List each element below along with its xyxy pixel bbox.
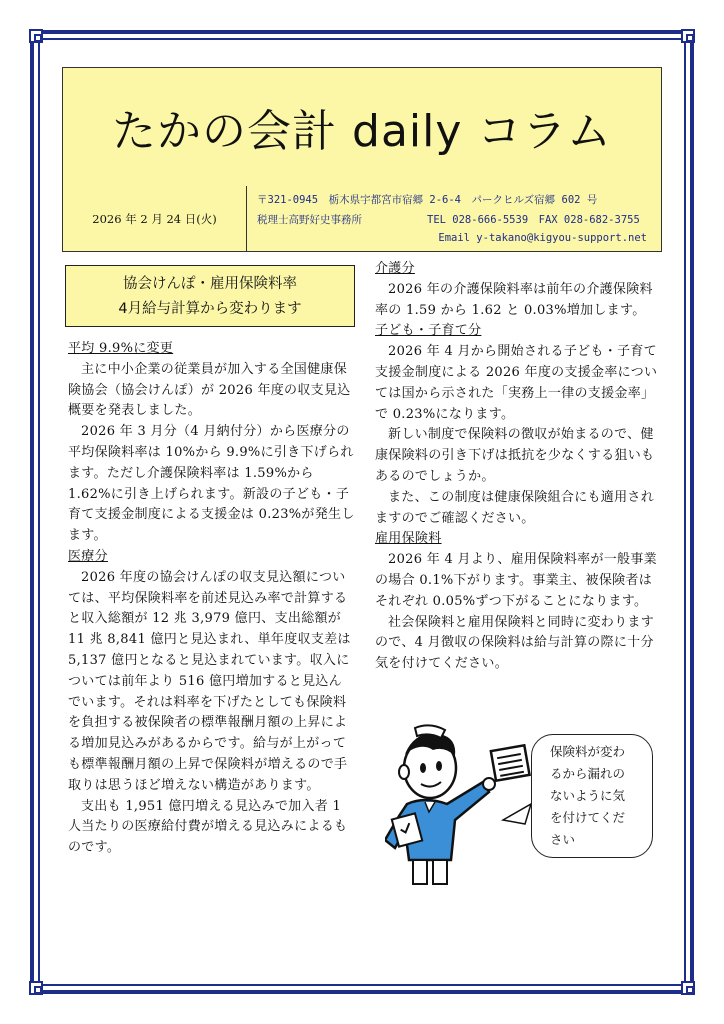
masthead-title-area [63,68,661,187]
issue-date: 2026 年 2 月 24 日(火) [63,186,247,251]
left-column [68,339,355,859]
paragraph: 2026 年 4 月より、雇用保険料率が一般事業の場合 0.1%下がります。事業主、被保険者はそれぞれ 0.05%ずつ下がることになります。 [375,552,657,609]
headline-line-1: 協会けんぽ・雇用保険料率 [123,276,297,292]
contact-block [247,186,661,251]
bubble-line: を付けてくだ [550,810,626,825]
paragraph: 2026 年の介護保険料率は前年の介護保険料率の 1.59 から 1.62 と 0.03%増加します。 [375,281,653,318]
office-name-row [257,212,657,227]
bubble-line: ないように気 [550,788,626,803]
right-column [375,259,660,675]
paragraph: 2026 年 4 月から開始される子ども・子育て支援金制度による 2026 年度の支援金率については国から示された「実務上一律の支援金率」で 0.23%になります。 [375,344,658,422]
paragraph: 支出も 1,951 億円増える見込みで加入者 1 人当たりの医療給付費が増える見込みによるものです。 [68,798,348,856]
email-address: Email y-takano@kigyou-support.net [438,232,647,244]
section-heading: 介護分 [375,261,415,276]
corner-ornament [29,29,43,43]
masthead [62,67,662,252]
paragraph: 主に中小企業の従業員が加入する全国健康保険協会（協会けんぽ）が 2026 年度の収支見込概要を発表しました。 [68,361,351,419]
office-name: 税理士高野好史事務所 [257,214,362,226]
bubble-line: 保険料が変わ [550,744,626,759]
bubble-line: さい [550,832,576,847]
office-address: 〒321-0945 栃木県宇都宮市宿郷 2-6-4 パークヒルズ宿郷 602 号 [257,194,598,206]
speech-bubble [531,734,653,858]
phone-fax: TEL 028-666-5539 FAX 028-682-3755 [427,214,640,226]
section-heading: 子ども・子育て分 [375,323,482,339]
bubble-line: るから漏れの [550,766,626,781]
section-heading: 雇用保険料 [375,531,442,547]
paragraph: 2026 年度の協会けんぽの収支見込額については、平均保険料率を前述見込み率で計算すると収入総額が 12 兆 3,979 億円、支出総額が 11 兆 8,841 億円と見込まれ、単年度収支差は 5,137 億円となると見込まれています。収入については前年より 516 億円増加すると見込んでいます。それは料率を下げたとしても保険料を負担する被保険者の標準報酬月額の上昇による増加見込みがあるからです。給与が上がっても標準報酬月額の上昇で保険料が増えるので手取りは思うほど増えない構造があります。 [68,569,351,793]
article-headline [65,265,355,327]
corner-ornament [29,981,43,995]
page-title: たかの会計 daily コラム [112,106,612,157]
section-heading: 医療分 [68,548,108,564]
headline-line-2: 4月給与計算から変わります [118,301,302,317]
paragraph: 新しい制度で保険料の徴収が始まるので、健康保険料の引き下げは抵抗を少なくする狙いもあるのでしょうか。 [375,427,655,484]
corner-ornament [681,981,695,995]
corner-ornament [681,29,695,43]
paragraph: 社会保険料と雇用保険料と同時に変わりますので、4 月徴収の保険料は給与計算の際に十分気を付けてください。 [375,614,655,672]
section-heading: 平均 9.9%に変更 [68,341,174,356]
paragraph: また、この制度は健康保険組合にも適用されますのでご確認ください。 [375,489,655,526]
paragraph: 2026 年 3 月分（4 月納付分）から医療分の平均保険料率は 10%から 9.9%に引き下げられます。ただし介護保険料率は 1.59%から 1.62%に引き上げられます。新設の子ども・子育て支援金制度による支援金は 0.23%が発生します。 [68,424,355,544]
man-with-document-illustration [385,720,535,890]
